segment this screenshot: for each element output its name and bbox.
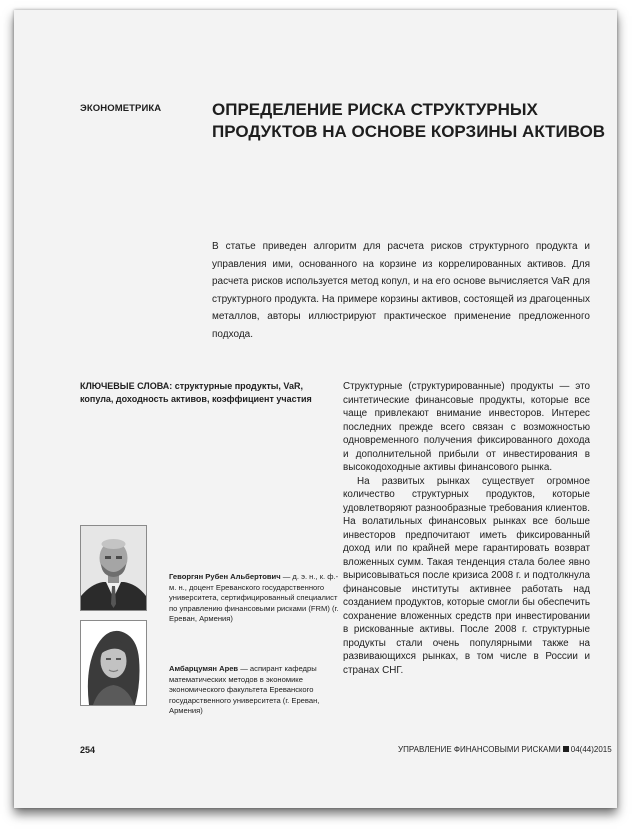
body-paragraph-2: На развитых рынках существует огромное количество структурных продуктов, которые удовлетворяют разнообразные требования клиентов. На волатильных финансовых рынках все больше инвесторов предпочитают иметь фиксированный доход или по крайней мере гарантировать возврат вложенных сумм. Такая тенденция стала более явно вырисовываться после кризиса 2008 г. и подтолкнула финансовые институты активнее работать над созданием продуктов, которые смогли бы обеспечить сохранение вложенных средств при инвестировании в рискованные активы. После 2008 г. структурные продукты стали очень популярными также на развивающихся рынках, в том числе в России и странах СНГ. [343, 475, 590, 676]
author-info-1 [169, 572, 341, 625]
author-photo-2 [80, 620, 147, 706]
author-info-2 [169, 664, 341, 717]
author-bio-1: — д. э. н., к. ф.-м. н., доцент Ереванского государственного университета, сертифицированный специалист по управлению финансовыми рисками (FRM) (г. Ереван, Армения) [169, 572, 339, 623]
footer-journal: УПРАВЛЕНИЕ ФИНАНСОВЫМИ РИСКАМИ [398, 745, 561, 754]
body-paragraph-1: Структурные (структурированные) продукты — это синтетические финансовые продукты, которые все чаще привлекают внимание инвесторов. Интерес последних прежде всего связан с возможностью одновременного получения фиксированного дохода и дополнительной прибыли от инвестирования в высокодоходные активы финансового рынка. [343, 381, 590, 473]
author-bio-2: — аспирант кафедры математических методов в экономике экономического факультета Ереванского государственного университета (г. Ереван, Армения) [169, 664, 320, 715]
author-name-2: Амбарцумян Арев [169, 664, 239, 673]
title-line-2: ПРОДУКТОВ НА ОСНОВЕ КОРЗИНЫ АКТИВОВ [212, 122, 606, 141]
page-number: 254 [80, 745, 96, 755]
section-label: ЭКОНОМЕТРИКА [80, 103, 162, 114]
abstract: В статье приведен алгоритм для расчета рисков структурного продукта и управления ими, основанного на корзине из коррелированных активов. Для расчета рисков используется метод копул, и на его основе вычисляется VaR для структурного продукта. На примере корзины активов, состоящей из драгоценных металлов, авторы иллюстрируют практическое применение предложенного подхода. [212, 241, 590, 340]
keywords: КЛЮЧЕВЫЕ СЛОВА: структурные продукты, VaR, копула, доходность активов, коэффициент участия [80, 381, 312, 404]
article-body [343, 380, 590, 677]
title-line-1: ОПРЕДЕЛЕНИЕ РИСКА СТРУКТУРНЫХ [212, 100, 538, 119]
footer-issue: 04(44)2015 [570, 745, 612, 754]
article-title [212, 99, 612, 143]
square-separator-icon [563, 746, 569, 752]
author-photo-1 [80, 525, 147, 611]
running-footer [398, 745, 612, 754]
author-name-1: Геворгян Рубен Альбертович [169, 572, 281, 581]
